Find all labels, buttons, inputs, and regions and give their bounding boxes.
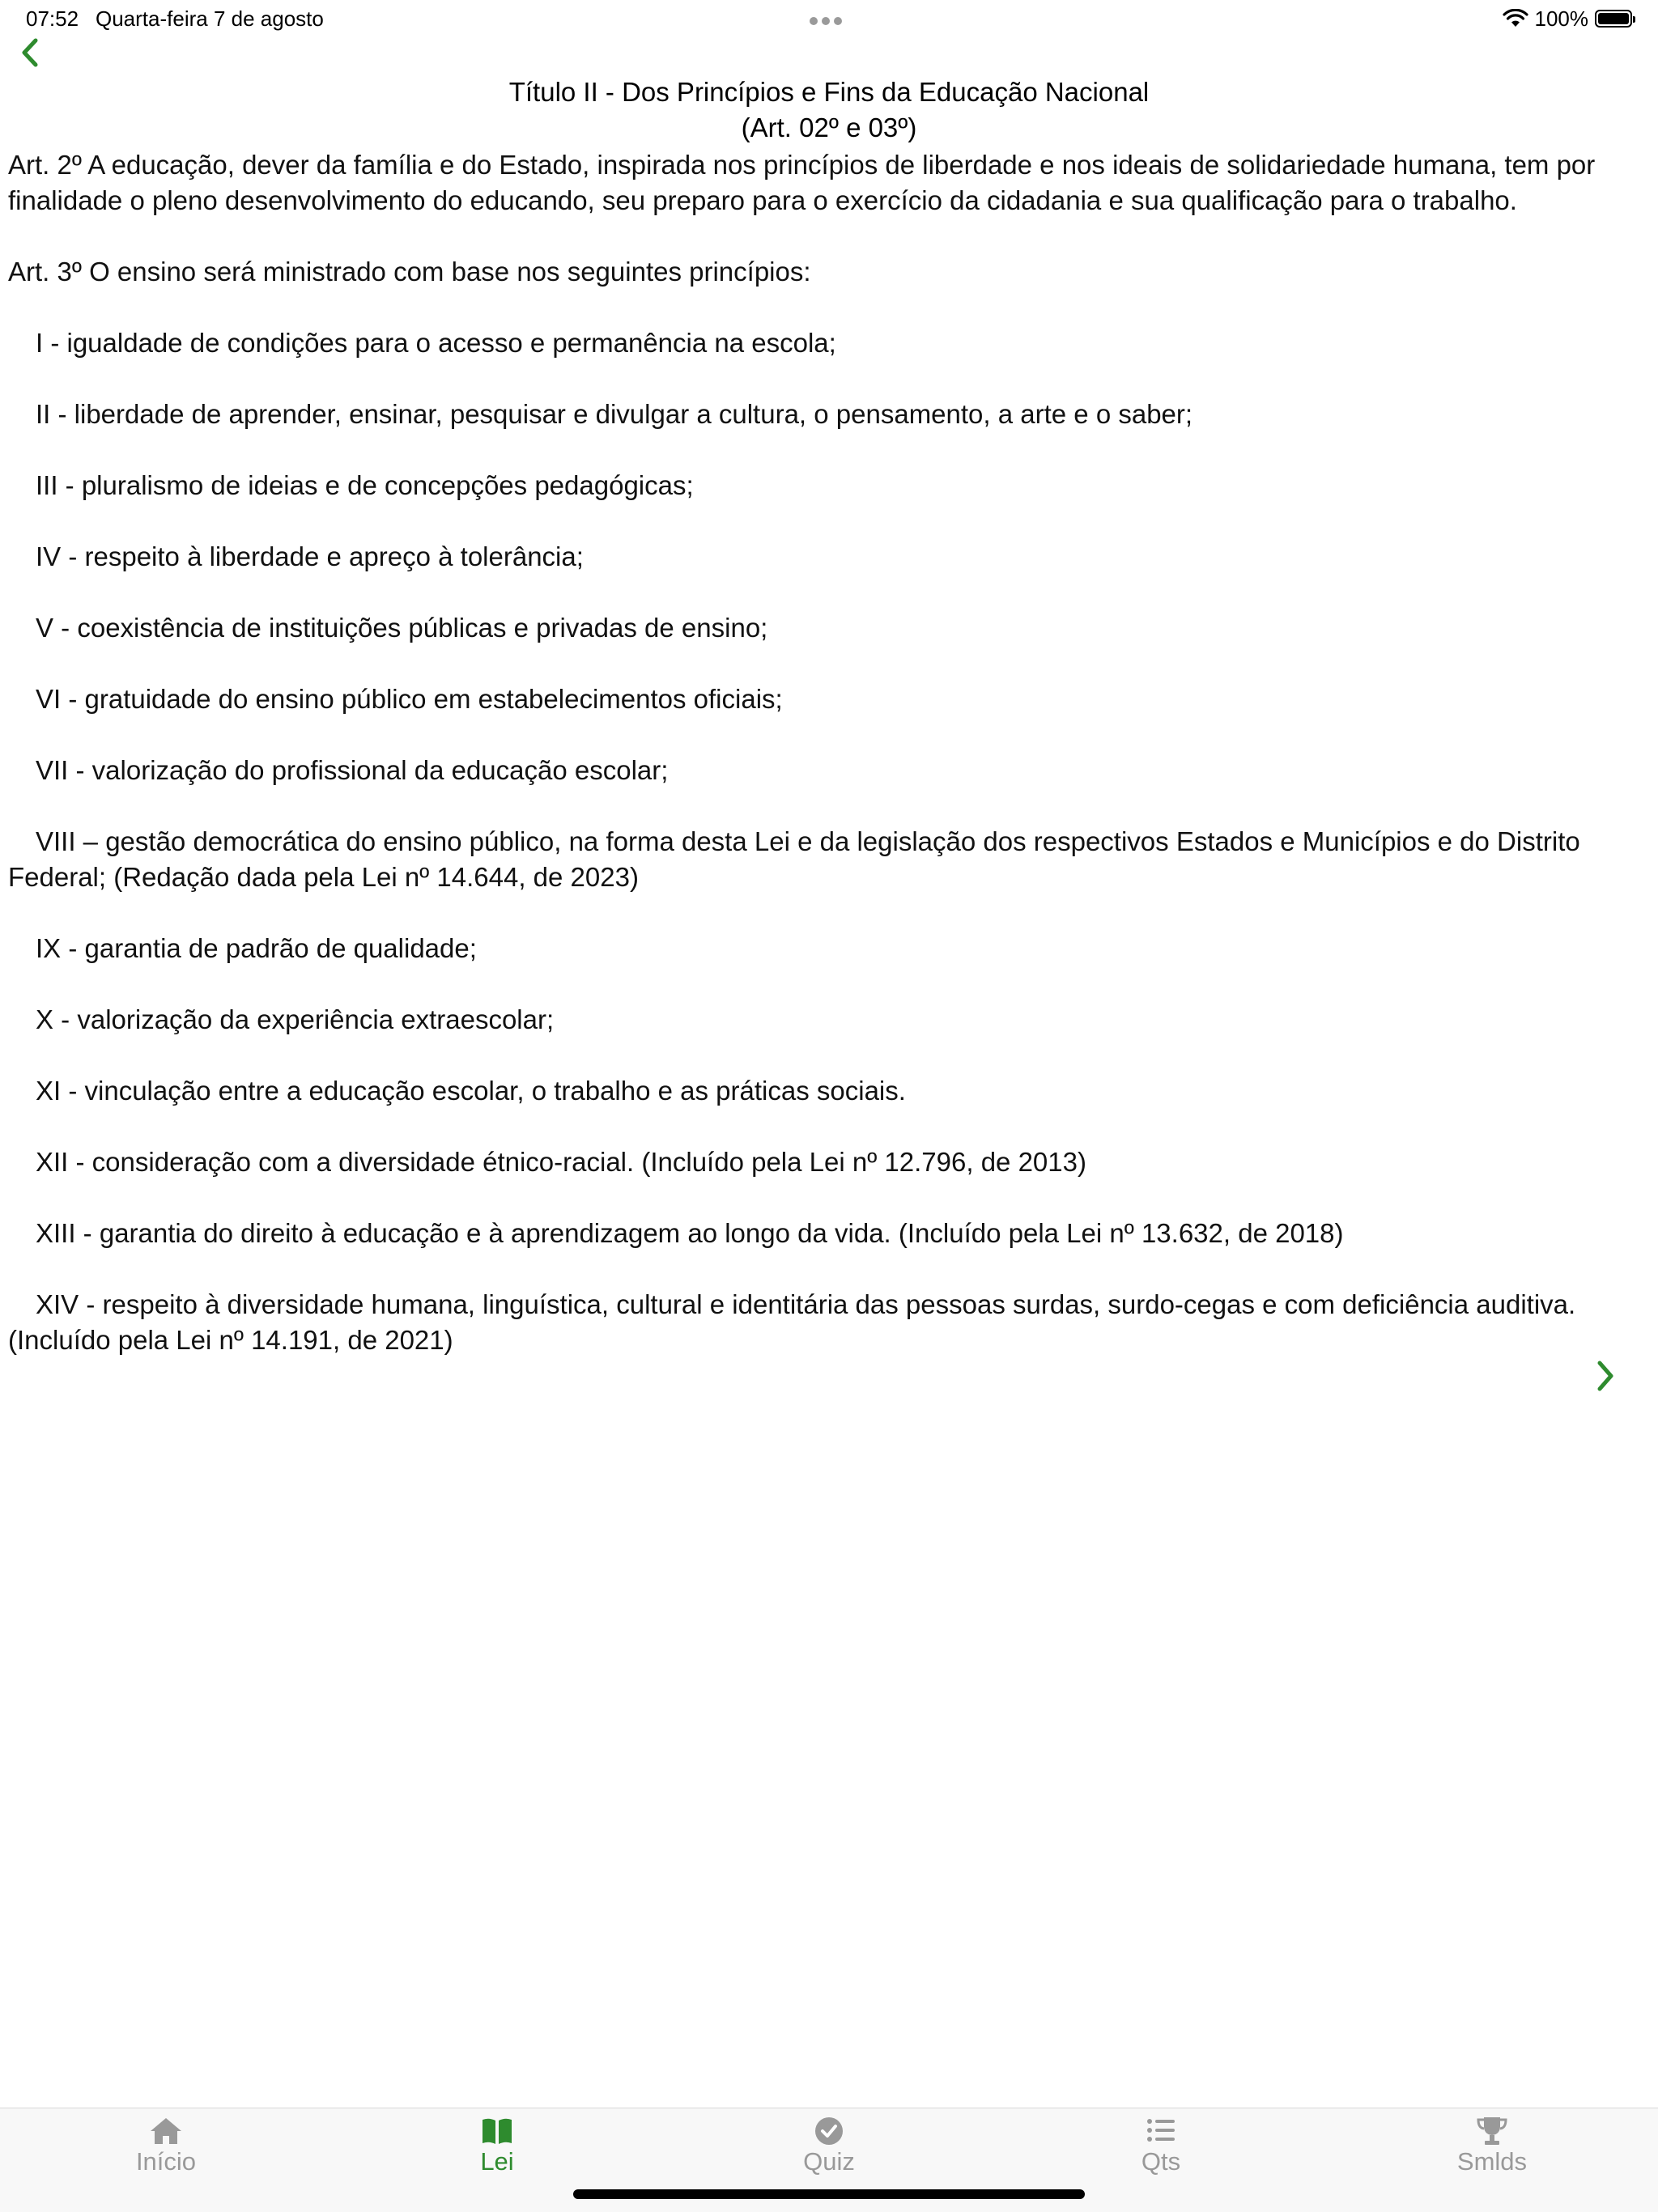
list-icon [1143, 2115, 1179, 2147]
status-right [1503, 5, 1633, 32]
item-xiii: XIII - garantia do direito à educação e à aprendizagem ao longo da vida. (Incluído pela Lei nº 13.632, de 2018) [36, 1218, 1344, 1248]
item-xi: XI - vinculação entre a educação escolar, o trabalho e as práticas sociais. [36, 1076, 906, 1106]
item-ix: IX - garantia de padrão de qualidade; [36, 933, 477, 963]
item-iii: III - pluralismo de ideias e de concepções pedagógicas; [36, 470, 694, 500]
title-line-1: Título II - Dos Princípios e Fins da Educação Nacional [508, 77, 1150, 107]
item-x: X - valorização da experiência extraescolar; [36, 1004, 555, 1034]
next-button[interactable] [1585, 1353, 1626, 1399]
chevron-right-icon [1585, 1353, 1626, 1399]
status-time: 07:52 [26, 6, 79, 31]
tab-smlds[interactable] [1395, 2108, 1589, 2189]
item-xiv: XIV - respeito à diversidade humana, linguística, cultural e identitária das pessoas surdas, surdo-cegas e com deficiência auditiva. (Incluído pela Lei nº 14.191, de 2021) [8, 1289, 1576, 1355]
back-button[interactable] [11, 32, 47, 73]
battery-icon [1595, 10, 1632, 28]
tab-quiz-label: Quiz [803, 2147, 855, 2176]
title-line-2: (Art. 02º e 03º) [741, 113, 917, 142]
item-vii: VII - valorização do profissional da educação escolar; [36, 755, 669, 785]
tab-qts[interactable] [1064, 2108, 1258, 2189]
tab-smlds-label: Smlds [1456, 2147, 1528, 2176]
item-xii: XII - consideração com a diversidade étnico-racial. (Incluído pela Lei nº 12.796, de 2013) [36, 1147, 1086, 1177]
wifi-icon [1503, 9, 1528, 28]
status-date: Quarta-feira 7 de agosto [96, 6, 324, 31]
chevron-left-icon [11, 32, 47, 73]
status-bar [0, 0, 1658, 39]
multitasking-dots-icon[interactable] [810, 15, 848, 24]
item-viii: VIII – gestão democrática do ensino público, na forma desta Lei e da legislação dos respectivos Estados e Municípios e do Distrito Federal; (Redação dada pela Lei nº 14.644, de 2023) [8, 826, 1580, 892]
trophy-icon [1474, 2115, 1510, 2147]
tab-qts-label: Qts [1141, 2147, 1181, 2176]
item-vi: VI - gratuidade do ensino público em estabelecimentos oficiais; [36, 684, 783, 714]
item-iv: IV - respeito à liberdade e apreço à tolerância; [36, 541, 584, 571]
item-v: V - coexistência de instituições públicas e privadas de ensino; [36, 613, 768, 643]
battery-percentage: 100% [1534, 6, 1588, 31]
tab-inicio[interactable] [69, 2108, 263, 2189]
article-2: Art. 2º A educação, dever da família e do Estado, inspirada nos princípios de liberdade e nos ideais de solidariedade humana, tem por finalidade o pleno desenvolvimento do educando, seu preparo para o exercício da cidadania e sua qualificação para o trabalho. [8, 150, 1596, 215]
law-text [8, 147, 1650, 1358]
tab-lei-label: Lei [480, 2147, 514, 2176]
article-3: Art. 3º O ensino será ministrado com base nos seguintes princípios: [8, 257, 811, 287]
home-indicator[interactable] [573, 2189, 1085, 2199]
tab-quiz[interactable] [732, 2108, 926, 2189]
book-icon [479, 2115, 515, 2147]
item-i: I - igualdade de condições para o acesso e permanência na escola; [36, 328, 836, 358]
page-title [0, 74, 1658, 146]
house-icon [148, 2115, 184, 2147]
checkmark-circle-icon [811, 2115, 847, 2147]
tab-lei[interactable] [400, 2108, 594, 2189]
item-ii: II - liberdade de aprender, ensinar, pesquisar e divulgar a cultura, o pensamento, a arte e o saber; [36, 399, 1193, 429]
tab-inicio-label: Início [135, 2147, 197, 2176]
